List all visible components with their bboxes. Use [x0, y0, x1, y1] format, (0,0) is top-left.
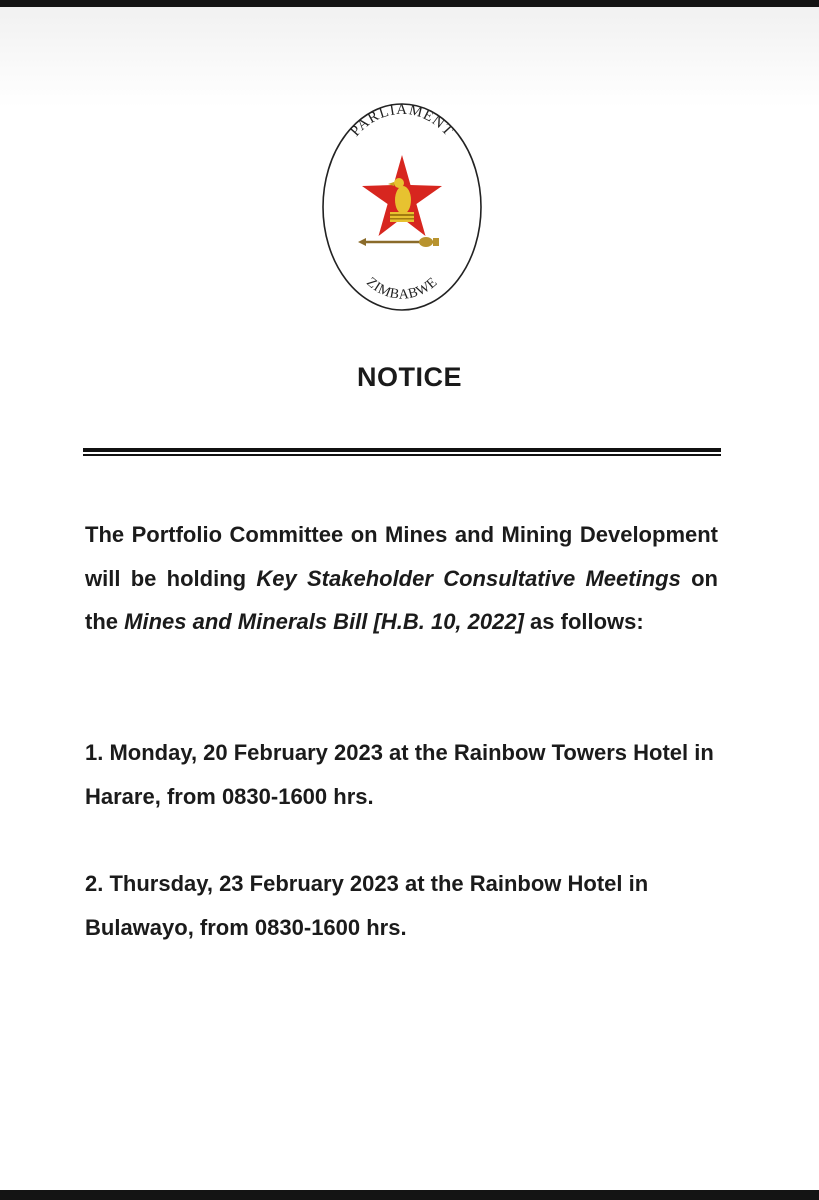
- intro-paragraph: [85, 513, 718, 644]
- top-border: [0, 0, 819, 7]
- parliament-seal: [318, 100, 486, 315]
- notice-heading: NOTICE: [356, 362, 462, 392]
- top-shading: [0, 7, 819, 107]
- mace-icon: [358, 237, 439, 247]
- parliament-seal-emblem: [318, 100, 486, 315]
- intro-text-2: on the: [85, 565, 718, 634]
- double-rule-divider: [83, 448, 721, 456]
- intro-text-3: as follows:: [523, 609, 644, 634]
- bottom-border: [0, 1190, 819, 1200]
- intro-text-1: The Portfolio Committee on Mines and Mining Development will be holding: [85, 522, 718, 591]
- intro-emphasis-meetings: Key Stakeholder Consultative Meetings: [256, 565, 681, 591]
- meeting-item-harare: 1. Monday, 20 February 2023 at the Rainbow Towers Hotel in Harare, from 0830-1600 hrs.: [85, 740, 714, 809]
- seal-bottom-text: ZIMBABWE: [363, 274, 441, 303]
- meeting-item-bulawayo: 2. Thursday, 23 February 2023 at the Rainbow Hotel in Bulawayo, from 0830-1600 hrs.: [85, 871, 649, 940]
- intro-emphasis-bill: Mines and Minerals Bill [H.B. 10, 2022]: [124, 609, 524, 634]
- seal-top-text: PARLIAMENT: [347, 102, 457, 140]
